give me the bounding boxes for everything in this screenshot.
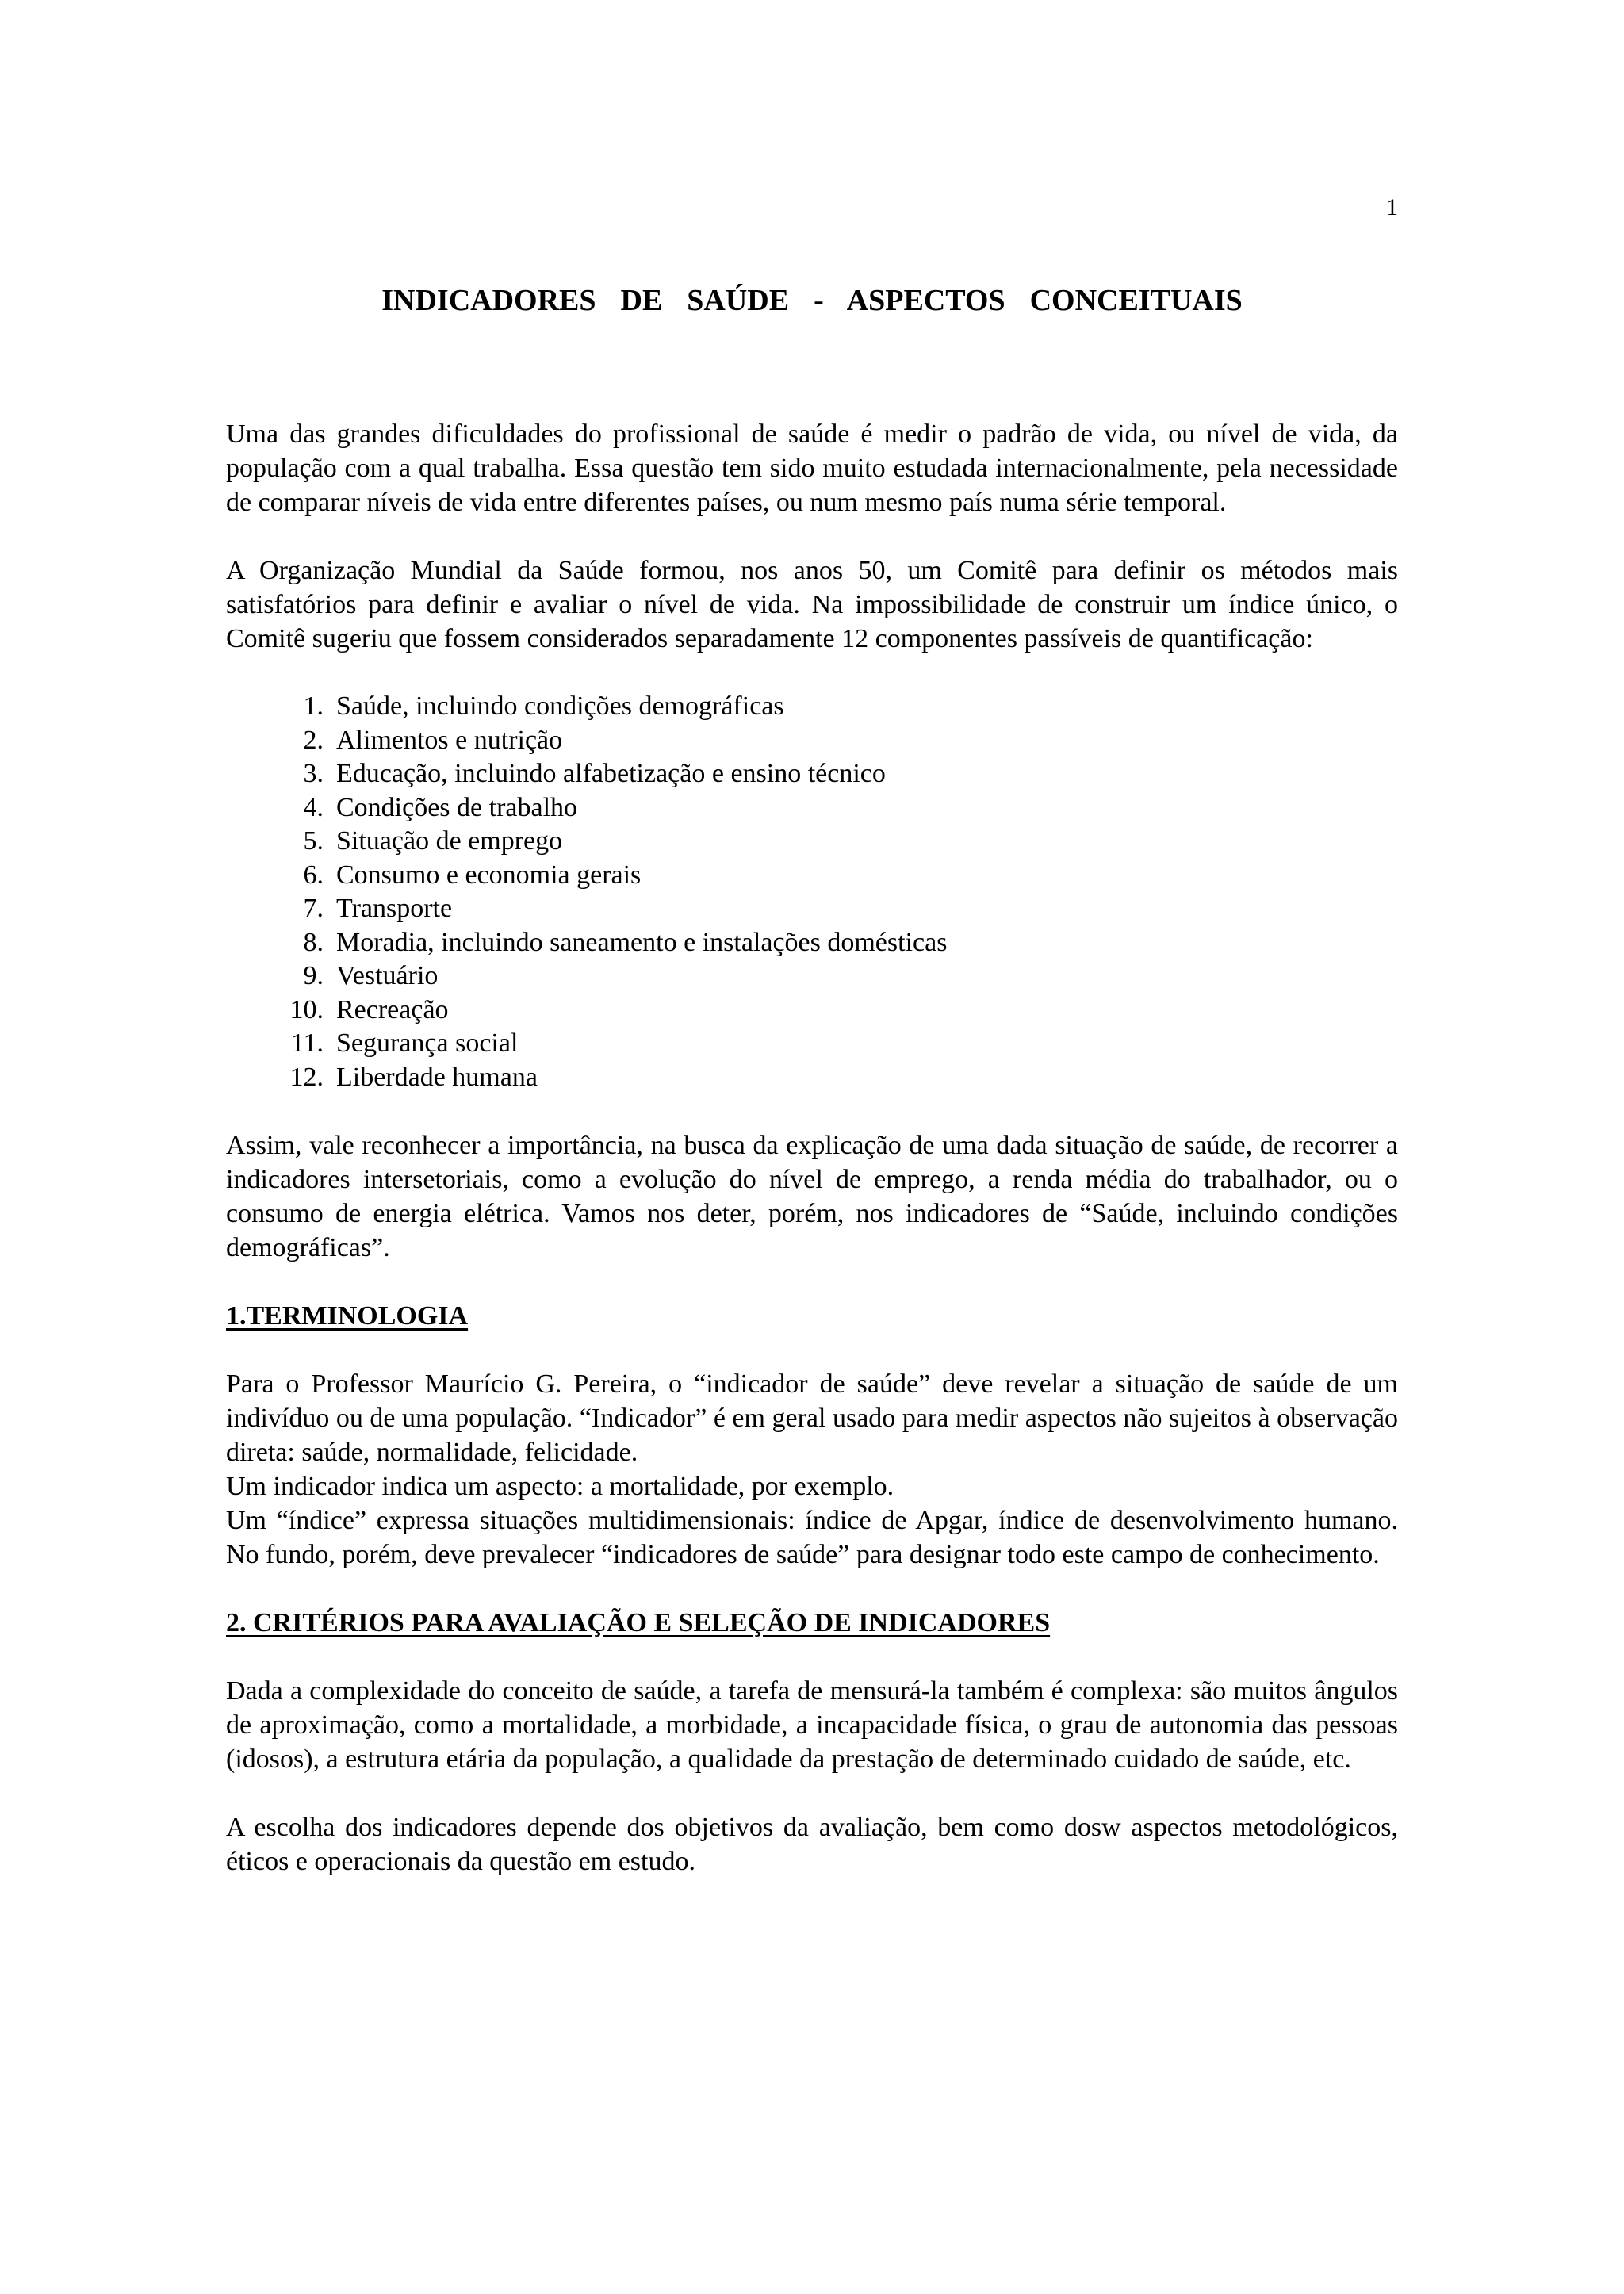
list-item <box>226 825 1398 859</box>
components-list <box>226 690 1398 1094</box>
terminologia-paragraph-2: Um indicador indica um aspecto: a mortalidade, por exemplo. <box>226 1472 894 1501</box>
list-item-number: 2. <box>303 725 324 755</box>
list-item-text: Alimentos e nutrição <box>336 725 563 755</box>
page-number: 1 <box>1386 194 1398 220</box>
list-item <box>226 859 1398 893</box>
list-item-text: Recreação <box>336 994 449 1024</box>
list-item <box>226 791 1398 825</box>
intro-paragraph-2: A Organização Mundial da Saúde formou, nos anos 50, um Comitê para definir os métodos mais satisfatórios para definir e avaliar o nível de vida. Na impossibilidade de construir um índice único, o Comitê sugeriu que fossem considerados separadamente 12 componentes passíveis de quantificação: <box>226 556 1398 653</box>
list-item-number: 8. <box>303 927 324 957</box>
list-item <box>226 757 1398 791</box>
list-item <box>226 926 1398 960</box>
list-item-number: 4. <box>303 792 324 822</box>
terminologia-paragraph-1: Para o Professor Maurício G. Pereira, o “indicador de saúde” deve revelar a situação de saúde de um indivíduo ou de uma população. “Indicador” é em geral usado para medir aspectos não sujeitos à observação direta: saúde, normalidade, felicidade. <box>226 1369 1398 1467</box>
list-item-number: 9. <box>303 961 324 990</box>
section-heading-criterios: 2. CRITÉRIOS PARA AVALIAÇÃO E SELEÇÃO DE INDICADORES <box>226 1608 1051 1637</box>
list-item-number: 11. <box>290 1028 324 1058</box>
list-item-text: Liberdade humana <box>336 1062 538 1092</box>
list-item-number: 3. <box>303 759 324 788</box>
section-heading-terminologia: 1.TERMINOLOGIA <box>226 1301 469 1331</box>
list-item-text: Educação, incluindo alfabetização e ensino técnico <box>336 759 886 788</box>
list-item-number: 12. <box>289 1062 324 1092</box>
list-item-text: Vestuário <box>336 961 439 990</box>
list-item-number: 10. <box>289 994 324 1024</box>
list-item-text: Situação de emprego <box>336 826 563 856</box>
list-item-text: Segurança social <box>336 1028 519 1058</box>
list-item-number: 6. <box>303 860 324 890</box>
terminologia-paragraph-3: Um “índice” expressa situações multidimensionais: índice de Apgar, índice de desenvolvimento humano. No fundo, porém, deve prevalecer “indicadores de saúde” para designar todo este campo de conhecimento. <box>226 1506 1398 1569</box>
list-item <box>226 892 1398 926</box>
list-item <box>226 1027 1398 1061</box>
list-item-text: Saúde, incluindo condições demográficas <box>336 691 784 721</box>
list-item-text: Moradia, incluindo saneamento e instalações domésticas <box>336 927 948 957</box>
after-list-paragraph: Assim, vale reconhecer a importância, na busca da explicação de uma dada situação de saúde, de recorrer a indicadores intersetoriais, como a evolução do nível de emprego, a renda média do trabalhador, ou o consumo de energia elétrica. Vamos nos deter, porém, nos indicadores de “Saúde, incluindo condições demográficas”. <box>226 1131 1398 1262</box>
list-item-number: 1. <box>303 691 324 721</box>
criterios-paragraph-2: A escolha dos indicadores depende dos objetivos da avaliação, bem como dosw aspectos metodológicos, éticos e operacionais da questão em estudo. <box>226 1813 1398 1876</box>
list-item-number: 5. <box>303 826 324 856</box>
intro-paragraph-1: Uma das grandes dificuldades do profissional de saúde é medir o padrão de vida, ou nível de vida, da população com a qual trabalha. Essa questão tem sido muito estudada internacionalmente, pela necessidade de comparar níveis de vida entre diferentes países, ou num mesmo país numa série temporal. <box>226 419 1398 517</box>
document-body <box>226 417 1398 1913</box>
list-item-text: Consumo e economia gerais <box>336 860 642 890</box>
list-item-text: Transporte <box>336 894 453 923</box>
list-item-text: Condições de trabalho <box>336 792 578 822</box>
list-item <box>226 690 1398 724</box>
document-title: INDICADORES DE SAÚDE - ASPECTOS CONCEITUAIS <box>381 284 1243 317</box>
criterios-paragraph-1: Dada a complexidade do conceito de saúde, a tarefa de mensurá-la também é complexa: são muitos ângulos de aproximação, como a mortalidade, a morbidade, a incapacidade física, o grau de autonomia das pessoas (idosos), a estrutura etária da população, a qualidade da prestação de determinado cuidado de saúde, etc. <box>226 1676 1398 1774</box>
list-item <box>226 994 1398 1028</box>
list-item-number: 7. <box>303 894 324 923</box>
list-item <box>226 724 1398 758</box>
list-item <box>226 1061 1398 1095</box>
list-item <box>226 959 1398 994</box>
